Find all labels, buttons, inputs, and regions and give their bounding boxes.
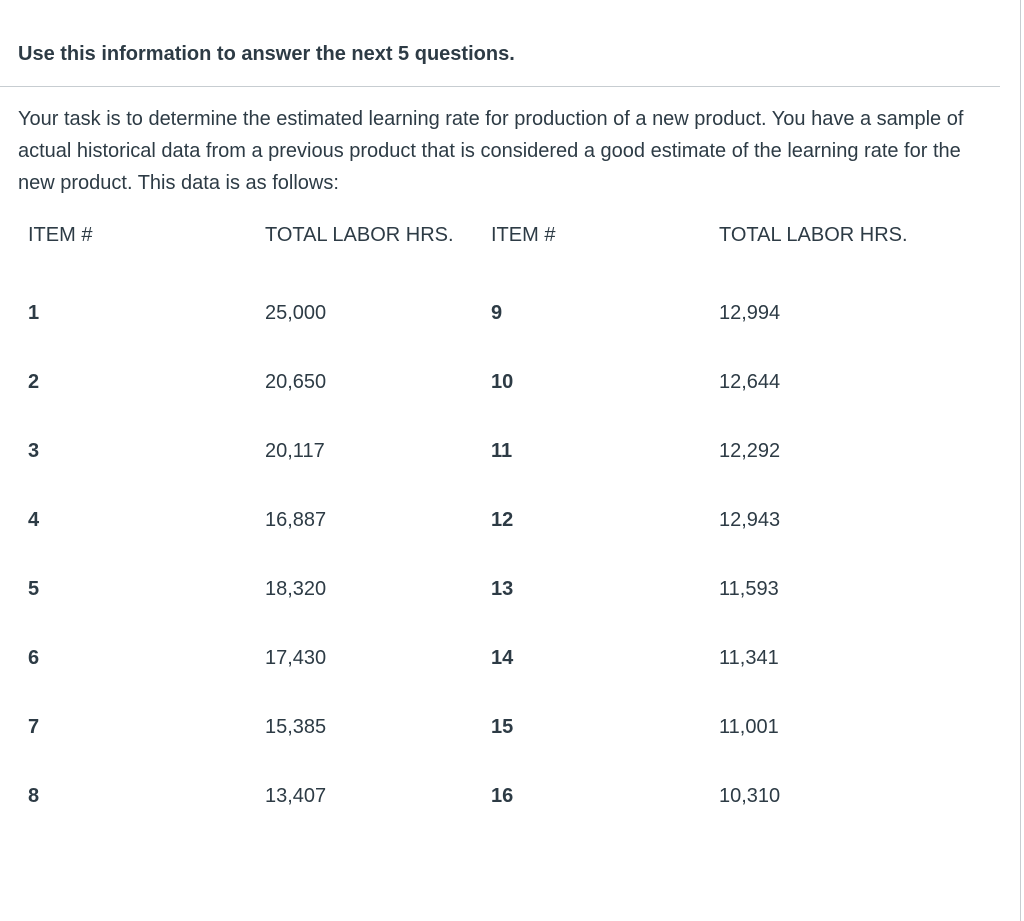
table-row: [18, 486, 969, 555]
divider: [0, 86, 1000, 87]
header-item-2: ITEM #: [491, 223, 556, 246]
item-cell: 1: [28, 302, 40, 324]
header-labor-1: TOTAL LABOR HRS.: [265, 223, 454, 246]
table-row: [18, 348, 969, 417]
item-cell: 9: [491, 302, 503, 324]
question-content: [18, 40, 978, 199]
labor-cell: 17,430: [265, 647, 327, 669]
item-cell: 2: [28, 371, 40, 393]
table-row: [18, 693, 969, 762]
labor-cell: 18,320: [265, 578, 327, 600]
item-cell: 8: [28, 785, 40, 807]
item-cell: 10: [491, 371, 514, 393]
labor-cell: 16,887: [265, 509, 327, 531]
labor-cell: 12,994: [719, 302, 781, 324]
item-cell: 12: [491, 509, 514, 531]
table-header-row: [18, 212, 969, 258]
item-cell: 6: [28, 647, 40, 669]
labor-cell: 15,385: [265, 716, 327, 738]
item-cell: 5: [28, 578, 40, 600]
table-row: [18, 555, 969, 624]
table-row: [18, 417, 969, 486]
question-heading: Use this information to answer the next 5 questions.: [18, 43, 515, 65]
labor-cell: 11,341: [719, 647, 779, 669]
table-row: [18, 279, 969, 348]
header-item-1: ITEM #: [28, 223, 93, 246]
table-row: [18, 762, 969, 831]
item-cell: 14: [491, 647, 514, 669]
labor-cell: 12,943: [719, 509, 781, 531]
item-cell: 15: [491, 716, 514, 738]
page-right-border: [1020, 0, 1021, 921]
item-cell: 7: [28, 716, 40, 738]
labor-cell: 12,292: [719, 440, 781, 462]
item-cell: 11: [491, 440, 513, 462]
item-cell: 16: [491, 785, 514, 807]
item-cell: 4: [28, 509, 40, 531]
item-cell: 13: [491, 578, 514, 600]
labor-cell: 25,000: [265, 302, 327, 324]
labor-hours-table: [18, 212, 969, 831]
labor-cell: 11,593: [719, 578, 779, 600]
question-intro: Your task is to determine the estimated learning rate for production of a new product. You have a sample of actual historical data from a previous product that is considered a good estimate of the learning rate for the new product. This data is as follows:: [18, 108, 964, 194]
table-row: [18, 624, 969, 693]
labor-cell: 11,001: [719, 716, 779, 738]
header-labor-2: TOTAL LABOR HRS.: [719, 223, 908, 246]
labor-cell: 13,407: [265, 785, 327, 807]
item-cell: 3: [28, 440, 40, 462]
labor-cell: 20,117: [265, 440, 325, 462]
labor-cell: 10,310: [719, 785, 781, 807]
labor-cell: 12,644: [719, 371, 781, 393]
labor-cell: 20,650: [265, 371, 327, 393]
